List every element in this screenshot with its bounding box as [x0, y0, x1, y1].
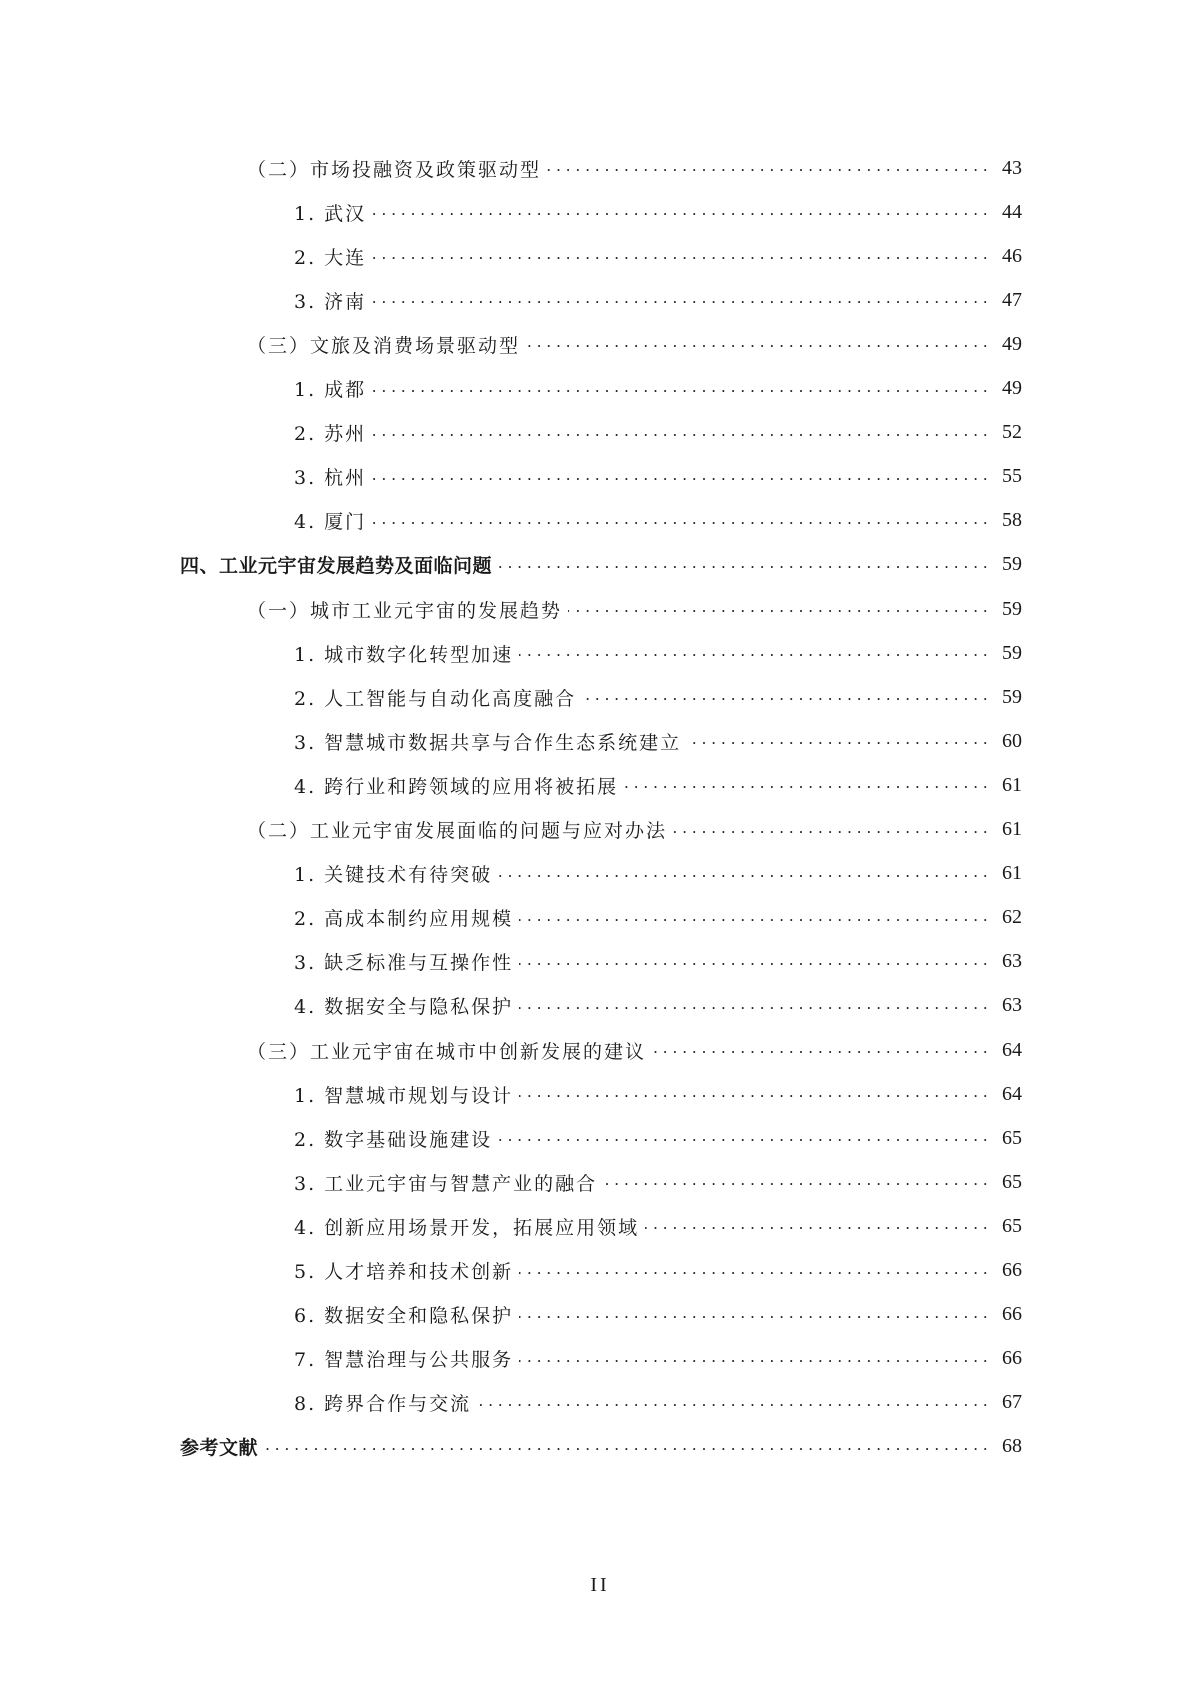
toc-entry-title: 1. 武汉: [294, 202, 367, 225]
dot-leader: [519, 633, 988, 673]
toc-entry-page: 59: [1002, 685, 1022, 708]
toc-entry-page: 63: [1002, 994, 1022, 1017]
toc-entry-title: （三）工业元宇宙在城市中创新发展的建议: [247, 1040, 647, 1063]
toc-entry[interactable]: [0, 677, 1022, 717]
toc-entry-title: 2. 人工智能与自动化高度融合: [294, 687, 577, 710]
toc-entry-title: 参考文献: [180, 1437, 259, 1460]
toc-entry-title: 4. 数据安全与隐私保护: [294, 996, 514, 1019]
dot-leader: [372, 413, 988, 453]
toc-entry[interactable]: [0, 1383, 1022, 1423]
dot-leader: [624, 765, 988, 805]
toc-entry[interactable]: [0, 324, 1022, 364]
dot-leader: [673, 810, 988, 850]
toc-entry-page: 65: [1002, 1170, 1022, 1193]
toc-entry[interactable]: [0, 1251, 1022, 1291]
dot-leader: [519, 1074, 988, 1114]
dot-leader: [477, 1383, 988, 1423]
toc-entry[interactable]: [0, 854, 1022, 894]
dot-leader: [498, 545, 988, 585]
toc-entry-page: 58: [1002, 509, 1022, 532]
toc-entry-page: 64: [1002, 1082, 1022, 1105]
toc-entry[interactable]: [0, 457, 1022, 497]
dot-leader: [372, 501, 988, 541]
dot-leader: [603, 1162, 988, 1202]
toc-entry-title: 2. 数字基础设施建设: [294, 1128, 493, 1151]
toc-entry[interactable]: [0, 236, 1022, 276]
toc-entry-page: 49: [1002, 332, 1022, 355]
dot-leader: [519, 1251, 988, 1291]
dot-leader: [372, 280, 988, 320]
toc-entry-title: 2. 大连: [294, 246, 367, 269]
dot-leader: [519, 898, 988, 938]
toc-entry-page: 59: [1002, 553, 1022, 576]
toc-entry-page: 67: [1002, 1391, 1022, 1414]
toc-entry[interactable]: [0, 501, 1022, 541]
toc-entry-title: 4. 跨行业和跨领域的应用将被拓展: [294, 775, 619, 798]
toc-entry-title: （二）市场投融资及政策驱动型: [247, 158, 542, 181]
toc-entry-title: 3. 杭州: [294, 467, 367, 490]
toc-entry-page: 59: [1002, 641, 1022, 664]
dot-leader: [652, 1030, 988, 1070]
toc-entry[interactable]: [0, 810, 1022, 850]
page-number: II: [590, 1574, 610, 1596]
dot-leader: [568, 589, 988, 629]
dot-leader: [498, 854, 988, 894]
toc-entry[interactable]: [0, 413, 1022, 453]
toc-entry-title: （二）工业元宇宙发展面临的问题与应对办法: [247, 820, 668, 842]
toc-entry-title: 4. 厦门: [294, 511, 367, 534]
toc-entry[interactable]: [0, 148, 1022, 188]
dot-leader: [645, 1206, 988, 1246]
toc-entry-page: 60: [1002, 729, 1022, 752]
dot-leader: [372, 192, 988, 232]
toc-entry-title: 4. 创新应用场景开发，拓展应用领域: [294, 1216, 640, 1239]
toc-entry[interactable]: [0, 986, 1022, 1026]
toc-entry[interactable]: [0, 545, 1022, 585]
toc-entry-page: 66: [1002, 1259, 1022, 1281]
toc-entry-title: 1. 智慧城市规划与设计: [294, 1084, 514, 1107]
toc-entry-page: 47: [1002, 288, 1022, 311]
toc-entry-page: 59: [1002, 597, 1022, 620]
toc-entry-page: 52: [1002, 421, 1022, 444]
toc-entry[interactable]: [0, 192, 1022, 232]
toc-entry-page: 61: [1002, 862, 1022, 885]
dot-leader: [372, 369, 988, 409]
toc-entry-page: 55: [1002, 465, 1022, 488]
toc-entry-page: 62: [1002, 906, 1022, 929]
toc-entry-page: 68: [1002, 1435, 1022, 1458]
toc-entry[interactable]: [0, 369, 1022, 409]
toc-entry-title: 7. 智慧治理与公共服务: [294, 1349, 514, 1372]
toc-entry-title: 四、工业元宇宙发展趋势及面临问题: [180, 555, 493, 578]
toc-entry-title: 5. 人才培养和技术创新: [294, 1261, 514, 1283]
dot-leader: [547, 148, 988, 188]
toc-entry-title: （三）文旅及消费场景驱动型: [247, 334, 521, 357]
toc-entry-page: 66: [1002, 1347, 1022, 1370]
toc-entry-page: 66: [1002, 1303, 1022, 1326]
toc-entry[interactable]: [0, 1118, 1022, 1158]
toc-entry-page: 64: [1002, 1038, 1022, 1061]
toc-entry-page: 43: [1002, 156, 1022, 179]
toc-entry[interactable]: [0, 1427, 1022, 1467]
toc-entry[interactable]: [0, 942, 1022, 982]
dot-leader: [372, 236, 988, 276]
dot-leader: [264, 1427, 988, 1467]
toc-entry-title: 3. 工业元宇宙与智慧产业的融合: [294, 1172, 598, 1195]
toc-entry-title: 3. 智慧城市数据共享与合作生态系统建立: [294, 731, 682, 754]
toc-entry-page: 63: [1002, 950, 1022, 973]
toc-entry-title: 2. 高成本制约应用规模: [294, 908, 514, 931]
toc-entry-title: （一）城市工业元宇宙的发展趋势: [247, 599, 563, 622]
toc-entry-title: 3. 济南: [294, 290, 367, 313]
toc-entry-title: 1. 城市数字化转型加速: [294, 643, 514, 666]
toc-entry[interactable]: [0, 1339, 1022, 1379]
toc-entry-title: 6. 数据安全和隐私保护: [294, 1305, 514, 1328]
toc-entry[interactable]: [0, 1030, 1022, 1070]
toc-entry[interactable]: [0, 765, 1022, 805]
toc-entry-title: 1. 成都: [294, 379, 367, 401]
toc-entry[interactable]: [0, 280, 1022, 320]
toc-entry-page: 65: [1002, 1126, 1022, 1149]
toc-entry[interactable]: [0, 1206, 1022, 1246]
toc-entry[interactable]: [0, 633, 1022, 673]
dot-leader: [687, 721, 988, 761]
toc-entry-page: 61: [1002, 773, 1022, 796]
dot-leader: [372, 457, 988, 497]
toc-entry-title: 3. 缺乏标准与互操作性: [294, 952, 514, 975]
dot-leader: [582, 677, 988, 717]
dot-leader: [519, 1339, 988, 1379]
dot-leader: [519, 942, 988, 982]
toc-entry[interactable]: [0, 1074, 1022, 1114]
toc-entry-page: 44: [1002, 200, 1022, 223]
toc-entry[interactable]: [0, 589, 1022, 629]
dot-leader: [519, 986, 988, 1026]
toc-entry[interactable]: [0, 721, 1022, 761]
toc-entry-title: 8. 跨界合作与交流: [294, 1393, 472, 1416]
toc-entry[interactable]: [0, 1162, 1022, 1202]
toc-entry[interactable]: [0, 898, 1022, 938]
toc-entry-title: 2. 苏州: [294, 423, 367, 446]
toc-entry-page: 49: [1002, 377, 1022, 399]
toc-entry-page: 61: [1002, 818, 1022, 840]
toc-entry-page: 46: [1002, 244, 1022, 267]
dot-leader: [498, 1118, 988, 1158]
toc-entry-title: 1. 关键技术有待突破: [294, 864, 493, 887]
dot-leader: [519, 1295, 988, 1335]
dot-leader: [526, 324, 988, 364]
toc-entry[interactable]: [0, 1295, 1022, 1335]
toc-entry-page: 65: [1002, 1214, 1022, 1237]
